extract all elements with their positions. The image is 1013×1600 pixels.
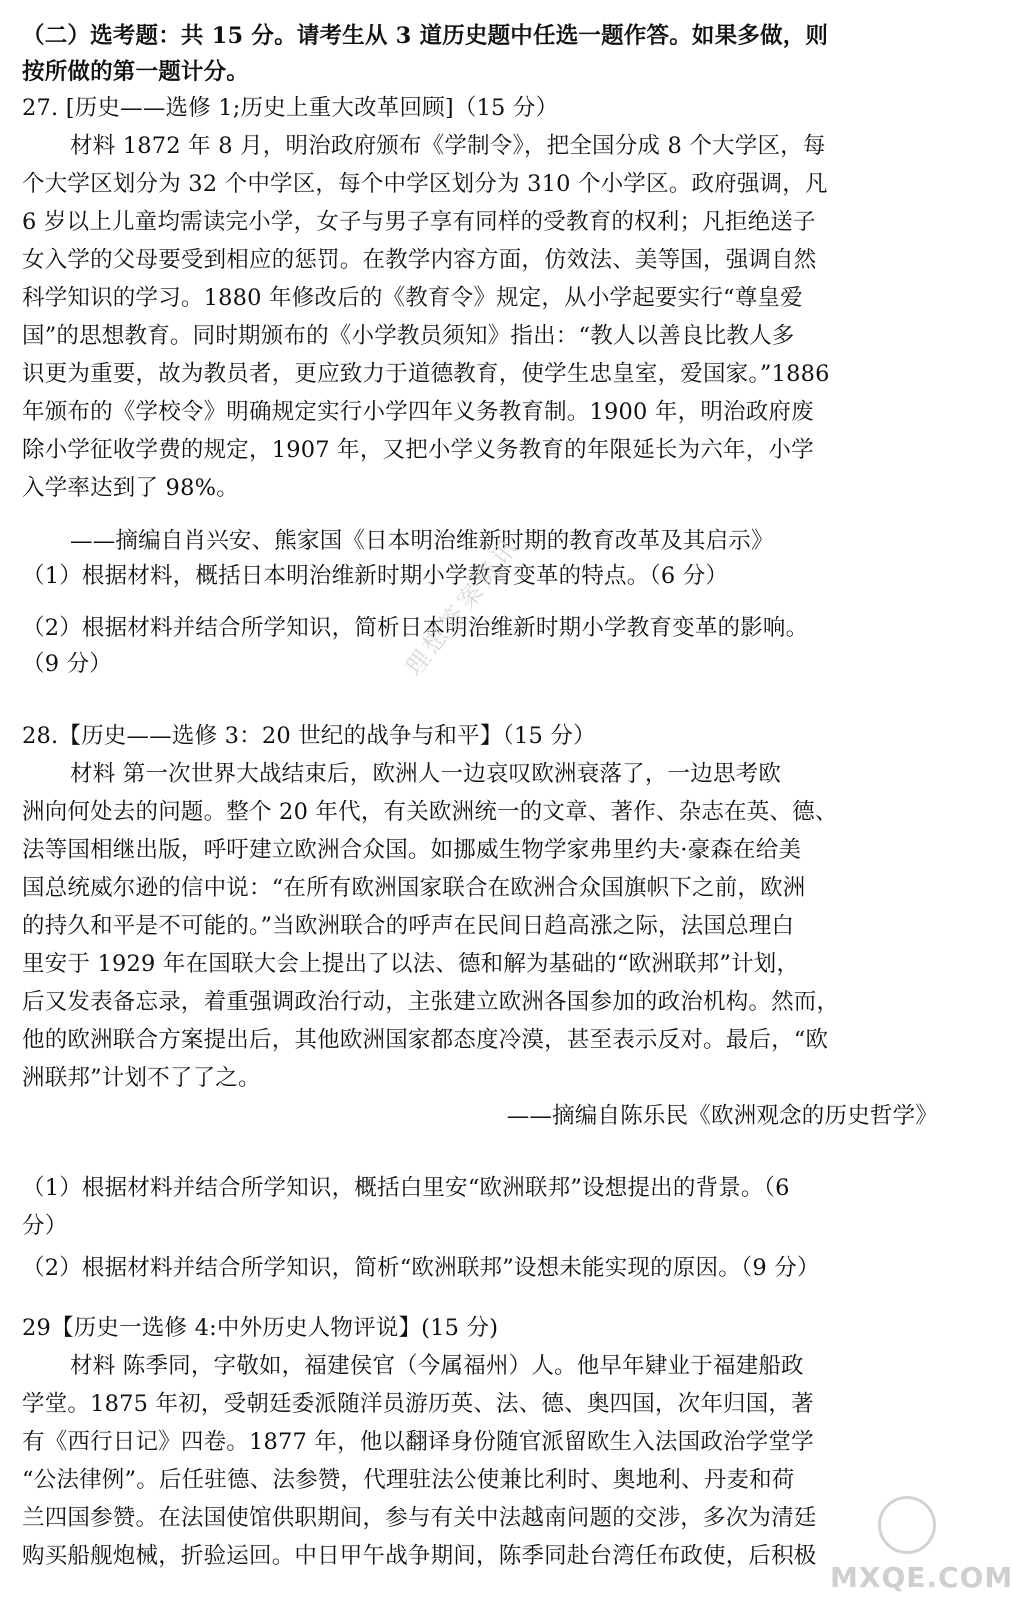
text-line: ——摘编自肖兴安、熊家国《日本明治维新时期的教育改革及其启示》 bbox=[70, 528, 774, 554]
text-line: 他的欧洲联合方案提出后，其他欧洲国家都态度冷漠，甚至表示反对。最后，“欧 bbox=[22, 1027, 829, 1053]
text-line: （1）根据材料，概括日本明治维新时期小学教育变革的特点。（6 分） bbox=[22, 563, 729, 589]
text-line: （9 分） bbox=[22, 651, 112, 677]
text-line: 里安于 1929 年在国联大会上提出了以法、德和解为基础的“欧洲联邦”计划， bbox=[22, 951, 800, 977]
text-line: 材料 第一次世界大战结束后，欧洲人一边哀叹欧洲衰落了，一边思考欧 bbox=[70, 761, 782, 787]
text-line: 材料 1872 年 8 月，明治政府颁布《学制令》，把全国分成 8 个大学区，每 bbox=[70, 133, 826, 159]
text-line: 按所做的第一题计分。 bbox=[22, 59, 250, 85]
text-line: 女入学的父母要受到相应的惩罚。在教学内容方面，仿效法、美等国，强调自然 bbox=[22, 247, 817, 273]
text-line: 的持久和平是不可能的。”当欧洲联合的呼声在民间日趋高涨之际，法国总理白 bbox=[22, 913, 795, 939]
text-line: 除小学征收学费的规定，1907 年，又把小学义务教育的年限延长为六年，小学 bbox=[22, 437, 814, 463]
text-line: 购买船舰炮械，折验运回。中日甲午战争期间，陈季同赴台湾任布政使，后积极 bbox=[22, 1543, 817, 1569]
text-line: 29【历史一选修 4:中外历史人物评说】(15 分) bbox=[22, 1315, 499, 1341]
text-line: 材料 陈季同，字敬如，福建侯官（今属福州）人。他早年肄业于福建船政 bbox=[70, 1353, 804, 1379]
text-line: （2）根据材料并结合所学知识，简析日本明治维新时期小学教育变革的影响。 bbox=[22, 615, 809, 641]
watermark-logo bbox=[830, 1532, 1013, 1598]
text-line: 28.【历史——选修 3：20 世纪的战争与和平】（15 分） bbox=[22, 723, 596, 749]
text-line: ——摘编自陈乐民《欧洲观念的历史哲学》 bbox=[506, 1103, 938, 1129]
text-line: 6 岁以上儿童均需读完小学，女子与男子享有同样的受教育的权利；凡拒绝送子 bbox=[22, 209, 816, 235]
text-line: 国总统威尔逊的信中说：“在所有欧洲国家联合在欧洲合众国旗帜下之前，欧洲 bbox=[22, 875, 806, 901]
text-line: （1）根据材料并结合所学知识，概括白里安“欧洲联邦”设想提出的背景。（6 bbox=[22, 1175, 790, 1201]
text-line: 后又发表备忘录，着重强调政治行动，主张建立欧洲各国参加的政治机构。然而， bbox=[22, 989, 840, 1015]
text-line: 法等国相继出版，呼吁建立欧洲合众国。如挪威生物学家弗里约夫·豪森在给美 bbox=[22, 837, 802, 863]
text-line: 27. [历史——选修 1;历史上重大改革回顾]（15 分） bbox=[22, 95, 559, 121]
logo-ring-icon bbox=[878, 1496, 936, 1554]
text-line: 入学率达到了 98%。 bbox=[22, 475, 239, 501]
text-line: 年颁布的《学校令》明确规定实行小学四年义务教育制。1900 年，明治政府废 bbox=[22, 399, 814, 425]
text-line: 科学知识的学习。1880 年修改后的《教育令》规定，从小学起要实行“尊皇爱 bbox=[22, 285, 803, 311]
watermark-logo-text: MXQE.COM bbox=[830, 1561, 1013, 1594]
text-line: 有《西行日记》四卷。1877 年，他以翻译身份随官派留欧生入法国政治学堂学 bbox=[22, 1429, 814, 1455]
text-line: （2）根据材料并结合所学知识，简析“欧洲联邦”设想未能实现的原因。（9 分） bbox=[22, 1255, 820, 1281]
text-line: 识更为重要，故为教员者，更应致力于道德教育，使学生忠皇室，爱国家。”1886 bbox=[22, 361, 830, 387]
text-line: 学堂。1875 年初，受朝廷委派随洋员游历英、法、德、奥四国，次年归国，著 bbox=[22, 1391, 814, 1417]
text-line: （二）选考题：共 15 分。请考生从 3 道历史题中任选一题作答。如果多做，则 bbox=[22, 23, 829, 49]
text-line: “公法律例”。后任驻德、法参赞，代理驻法公使兼比利时、奥地利、丹麦和荷 bbox=[22, 1467, 795, 1493]
text-line: 个大学区划分为 32 个中学区，每个中学区划分为 310 个小学区。政府强调，凡 bbox=[22, 171, 828, 197]
text-line: 兰四国参赞。在法国使馆供职期间，参与有关中法越南问题的交涉，多次为清廷 bbox=[22, 1505, 817, 1531]
watermark-diagonal: 理想答案资讯 bbox=[399, 531, 526, 681]
text-line: 洲联邦”计划不了了之。 bbox=[22, 1065, 261, 1091]
text-line: 洲向何处去的问题。整个 20 年代，有关欧洲统一的文章、著作、杂志在英、德、 bbox=[22, 799, 838, 825]
text-line: 国”的思想教育。同时期颁布的《小学教员须知》指出：“教人以善良比教人多 bbox=[22, 323, 795, 349]
text-line: 分） bbox=[22, 1213, 68, 1239]
